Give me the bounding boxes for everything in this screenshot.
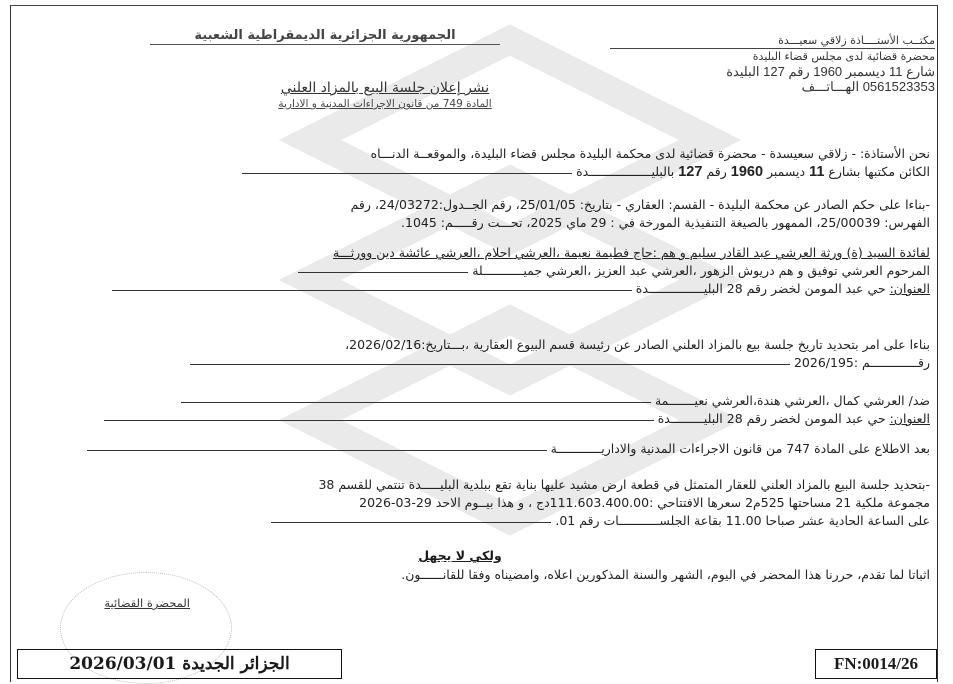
judgment-paragraph bbox=[50, 196, 930, 232]
beneficiary-paragraph bbox=[50, 244, 930, 298]
intro-line bbox=[50, 163, 930, 181]
intro-paragraph bbox=[50, 145, 930, 181]
text: بعد الاطلاع على المادة 747 من قانون الاجراءات المدنية والاداريــــــــــــة bbox=[550, 441, 930, 456]
address-line bbox=[50, 410, 930, 428]
number: 11 bbox=[809, 164, 825, 180]
beneficiary-line: لفائدة السيد (ة) ورثة العرشي عبد القادر سليم و هم :حاج فطيمة نعيمة ،العرشي احلام ،العرشي عائشة دين وورثـــة bbox=[333, 245, 930, 260]
against-line bbox=[50, 392, 930, 410]
sale-line: -بتحديد جلسة البيع بالمزاد العلني للعقار المتمثل في قطعة ارض مشيد عليها بناية تقع ببلدية البليـــــدة تنتمي للقسم 38 bbox=[318, 477, 930, 492]
fill-line bbox=[298, 271, 468, 273]
newspaper-date: الجزائر الجديدة 2026/03/01 bbox=[17, 649, 342, 679]
closing-line: اثباتا لما تقدم، حررنا هذا المحضر في اليوم، الشهر والسنة المذكورين اعلاه، وامضيناه وفقا للقانــــــون. bbox=[401, 567, 930, 582]
judgment-line: الفهرس: 25/00039، الممهور بالصيغة التنفيذية المورخة في : 29 ماي 2025، تحـــت رقـــــم: 1045. bbox=[401, 215, 930, 230]
article-paragraph bbox=[50, 440, 930, 458]
fill-line bbox=[87, 449, 547, 451]
office-line: مكتــب الأستــــاذة زلاقي سعيـــدة bbox=[610, 33, 935, 49]
against-paragraph bbox=[50, 392, 930, 428]
text: ديسمبر bbox=[767, 164, 806, 179]
address-label: العنوان: bbox=[889, 411, 930, 426]
text: على الساعة الحادية عشر صباحا 11.00 بقاعة الجلســـــــــــات رقم 01. bbox=[555, 513, 930, 528]
order-line bbox=[50, 354, 930, 372]
address-label: العنوان: bbox=[889, 281, 930, 296]
order-paragraph bbox=[50, 336, 930, 372]
fill-line bbox=[104, 419, 654, 421]
office-line: محضرة قضائية لدى مجلس قضاء البليدة bbox=[752, 50, 935, 63]
judgment-line: -بناءا على حكم الصادر عن محكمة البليدة - القسم: العقاري - بتاريخ: 25/01/05، رقم الجــدول:24/03272، رقم bbox=[350, 197, 930, 212]
closing-heading: ولكي لا يجهل bbox=[418, 548, 502, 563]
office-phone: 0561523353 الهـــاتـــف bbox=[801, 79, 935, 94]
text: المرحوم العرشي توفيق و هم دريوش الزهور ،العرشي عبد العزيز ،العرشي جميـــــــــــلة bbox=[472, 263, 930, 278]
address-line bbox=[50, 280, 930, 298]
number: 127 bbox=[678, 164, 703, 180]
intro-line: نحن الأستاذة: - زلاقي سعيسدة - محضرة قضائية لدى محكمة البليدة مجلس قضاء البليدة، والموقعــة الدنـــاه bbox=[370, 146, 930, 161]
notice-title-block bbox=[235, 80, 535, 110]
notice-title: نشر إعلان جلسة البيع بالمزاد العلني bbox=[280, 80, 490, 96]
beneficiary-line bbox=[50, 262, 930, 280]
office-address: شارع 11 ديسمبر 1960 رقم 127 البليدة bbox=[726, 64, 935, 79]
signature-label: المحضرة القضائية bbox=[104, 596, 190, 610]
number: 1960 bbox=[730, 164, 764, 180]
address-value: حي عبد المومن لخضر رقم 28 البليـــــــــــــــدة bbox=[635, 281, 886, 296]
fill-line bbox=[181, 401, 651, 403]
bailiff-office-block bbox=[610, 33, 935, 94]
text: ضد/ العرشي كمال ،العرشي هندة،العرشي نعيـــــــمة bbox=[654, 393, 930, 408]
address-value: حي عبد المومن لخضر رقم 28 البليـــــــــدة bbox=[657, 411, 886, 426]
republic-header: الجمهورية الجزائرية الديمقراطية الشعبية bbox=[150, 28, 500, 45]
text: رقم bbox=[706, 164, 727, 179]
text: بالبليـــــــــــــــــدة bbox=[576, 164, 675, 179]
fill-line bbox=[271, 521, 551, 523]
order-line: بناءا على امر بتحديد تاريخ جلسة بيع بالمزاد العلني الصادر عن رئيسة قسم البيوع العقارية ،بـــتاريخ:2026/02/16، bbox=[345, 337, 930, 352]
sale-line bbox=[50, 512, 930, 530]
notice-subtitle: المادة 749 من قانون الاجراءات المدنية و الادارية bbox=[278, 98, 492, 110]
text: رقـــــــــــــم :2026/195 bbox=[793, 355, 930, 370]
fill-line bbox=[242, 172, 572, 174]
sale-paragraph bbox=[50, 476, 930, 530]
fill-line bbox=[190, 363, 790, 365]
fill-line bbox=[112, 289, 632, 291]
text: الكائن مكتبها بشارع bbox=[828, 164, 930, 179]
sale-line: مجموعة ملكية 21 مساحتها 525م2 سعرها الافتتاحي :111.603.400.00دج ، و هذا بيــوم الاحد 29-03-2026 bbox=[359, 495, 930, 510]
file-number: FN:0014/26 bbox=[815, 649, 937, 679]
